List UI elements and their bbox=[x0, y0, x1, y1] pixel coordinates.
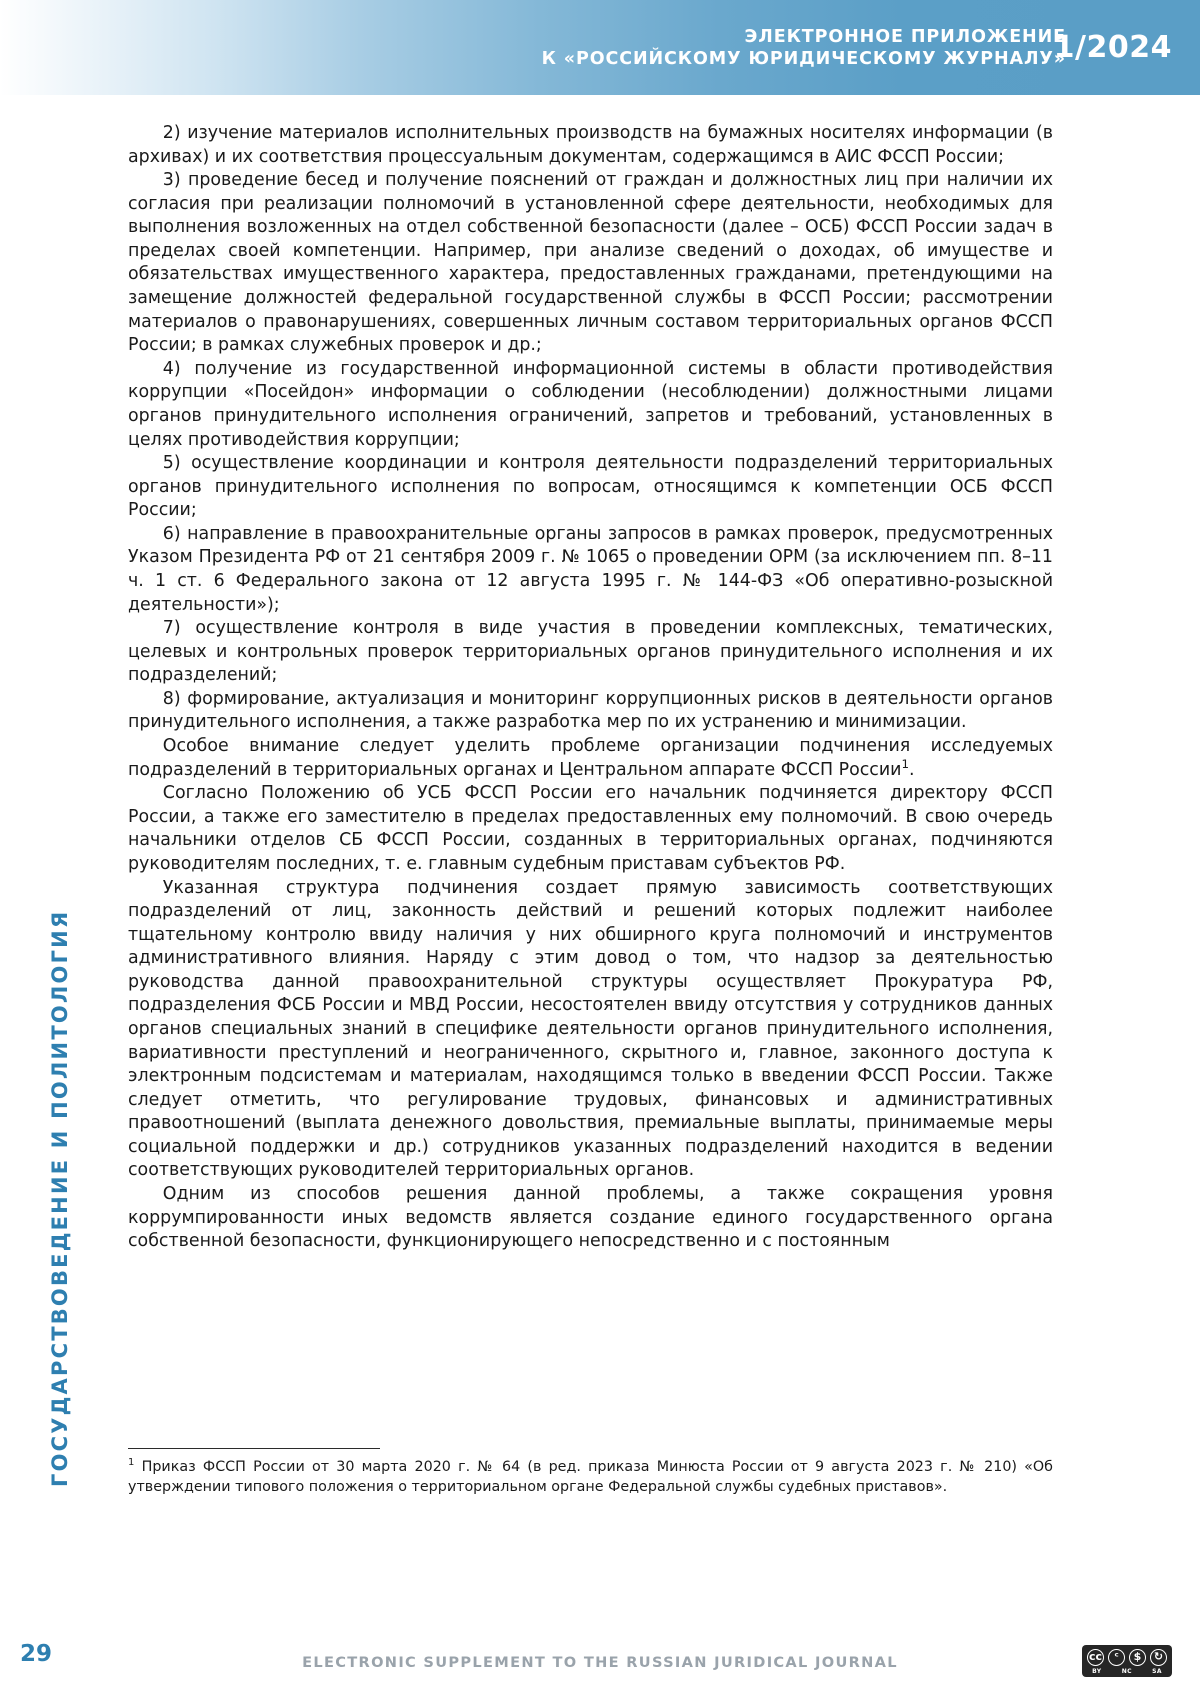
footer-journal-name: ELECTRONIC SUPPLEMENT TO THE RUSSIAN JURIDICAL JOURNAL bbox=[302, 1654, 898, 1671]
paragraph: 5) осуществление координации и контроля деятельности подразделений территориальных органов принудительного исполнения по вопросам, относящимся к компетенции ОСБ ФССП России; bbox=[128, 453, 1053, 521]
paragraph: 2) изучение материалов исполнительных производств на бумажных носителях информации (в архивах) и их соответствия процессуальным документам, содержащимся в АИС ФССП России; bbox=[128, 123, 1053, 167]
cc-label-by: BY bbox=[1092, 1667, 1102, 1675]
cc-label-sa: SA bbox=[1152, 1667, 1162, 1675]
cc-label-nc: NC bbox=[1121, 1667, 1132, 1675]
paragraph: Указанная структура подчинения создает прямую зависимость соответствующих подразделений от лиц, законность действий и решений которых подлежит наиболее тщательному контролю ввиду наличия у них обширного круга полномочий и инструментов административного влияния. Наряду с этим довод о том, что надзор за деятельностью руководства данной правоохранительной структуры осуществляет Прокуратура РФ, подразделения ФСБ России и МВД России, несостоятелен ввиду отсутствия у сотрудников данных органов специальных знаний в специфике деятельности органов принудительного исполнения, вариативности преступлений и неограниченного, скрытного и, главное, законного доступа к электронным подсистемам и материалам, находящимся только в введении ФССП России. Также следует отметить, что регулирование трудовых, финансовых и административных правоотношений (выплата денежного довольствия, премиальные выплаты, принимаемые меры социальной поддержки и др.) сотрудников указанных подразделений находится в ведении соответствующих руководителей территориальных органов. bbox=[128, 877, 1053, 1181]
page-footer bbox=[0, 1627, 1200, 1697]
paragraph: 6) направление в правоохранительные органы запросов в рамках проверок, предусмотренных Указом Президента РФ от 21 сентября 2009 г. № 1065 о проведении ОРМ (за исключением пп. 8–11 ч. 1 ст. 6 Федерального закона от 12 августа 1995 г. № 144-ФЗ «Об оперативно-розыскной деятельности»); bbox=[128, 523, 1053, 615]
cc-icon-row bbox=[1082, 1645, 1172, 1667]
journal-title bbox=[542, 26, 1066, 71]
footnote-marker: 1 bbox=[128, 1457, 135, 1469]
paragraph-with-footnote bbox=[128, 735, 1053, 782]
paragraph: 3) проведение бесед и получение пояснений от граждан и должностных лиц при наличии их согласия при реализации полномочий в установленной сфере деятельности, необходимых для выполнения возложенных на отдел собственной безопасности (далее – ОСБ) ФССП России задач в пределах своей компетенции. Например, при анализе сведений о доходах, об имуществе и обязательствах имущественного характера, предоставленных гражданами, претендующими на замещение должностей федеральной государственной службы в ФССП России; рассмотрении материалов о правонарушениях, совершенных личным составом территориальных органов ФССП России; в рамках служебных проверок и др.; bbox=[128, 170, 1053, 356]
article-body bbox=[128, 122, 1053, 1254]
journal-title-line2: К «РОССИЙСКОМУ ЮРИДИЧЕСКОМУ ЖУРНАЛУ» bbox=[541, 49, 1066, 70]
sidebar bbox=[0, 95, 72, 1697]
paragraph: 8) формирование, актуализация и мониторинг коррупционных рисков в деятельности органов принудительного исполнения, а также разработка мер по их устранению и минимизации. bbox=[128, 688, 1053, 733]
paragraph: Одним из способов решения данной проблемы, а также сокращения уровня коррумпированности иных ведомств является создание единого государственного органа собственной безопасности, функционирующего непосредственно и с постоянным bbox=[128, 1184, 1053, 1252]
cc-sa-share-alike-icon: ↻ bbox=[1150, 1649, 1167, 1666]
paragraph-text: Особое внимание следует уделить проблеме организации подчинения исследуемых подразделений в территориальных органах и Центральном аппарате ФССП России bbox=[128, 736, 1053, 780]
cc-logo-icon: cc bbox=[1087, 1649, 1104, 1666]
footnote-reference[interactable]: 1 bbox=[901, 756, 909, 771]
cc-by-person-icon: ᶜ bbox=[1108, 1649, 1125, 1666]
cc-label-row bbox=[1082, 1667, 1172, 1677]
footnote-text: Приказ ФССП России от 30 марта 2020 г. № 64 (в ред. приказа Минюста России от 9 августа 2023 г. № 210) «Об утверждении типового положения о территориальном органе Федеральной службы судебных приставов». bbox=[128, 1459, 1053, 1495]
page-number: 29 bbox=[20, 1641, 53, 1667]
cc-nc-currency-icon: $ bbox=[1129, 1649, 1146, 1666]
creative-commons-badge[interactable] bbox=[1082, 1645, 1172, 1677]
journal-title-line1: ЭЛЕКТРОННОЕ ПРИЛОЖЕНИЕ bbox=[744, 27, 1066, 47]
paragraph: 4) получение из государственной информационной системы в области противодействия коррупции «Посейдон» информации о соблюдении (несоблюдении) должностными лицами органов принудительного исполнения ограничений, запретов и требований, установленных в целях противодействия коррупции; bbox=[128, 358, 1053, 450]
rubric-label: ГОСУДАРСТВОВЕДЕНИЕ И ПОЛИТОЛОГИЯ bbox=[48, 909, 72, 1487]
paragraph-text-tail: . bbox=[908, 759, 915, 780]
footnote-block bbox=[128, 1448, 1053, 1497]
paragraph: Согласно Положению об УСБ ФССП России его начальник подчиняется директору ФССП России, а также его заместителю в пределах предоставленных ему полномочий. В свою очередь начальники отделов СБ ФССП России, созданных в территориальных органах, подчиняются руководителям последних, т. е. главным судебным приставам субъектов РФ. bbox=[128, 783, 1053, 874]
footnote-text-container bbox=[128, 1458, 1053, 1497]
paragraph: 7) осуществление контроля в виде участия в проведении комплексных, тематических, целевых и контрольных проверок территориальных органов принудительного исполнения и их подразделений; bbox=[128, 618, 1053, 686]
issue-number: 1/2024 bbox=[1053, 30, 1172, 65]
footnote-divider bbox=[128, 1448, 380, 1449]
page-header bbox=[0, 0, 1200, 95]
